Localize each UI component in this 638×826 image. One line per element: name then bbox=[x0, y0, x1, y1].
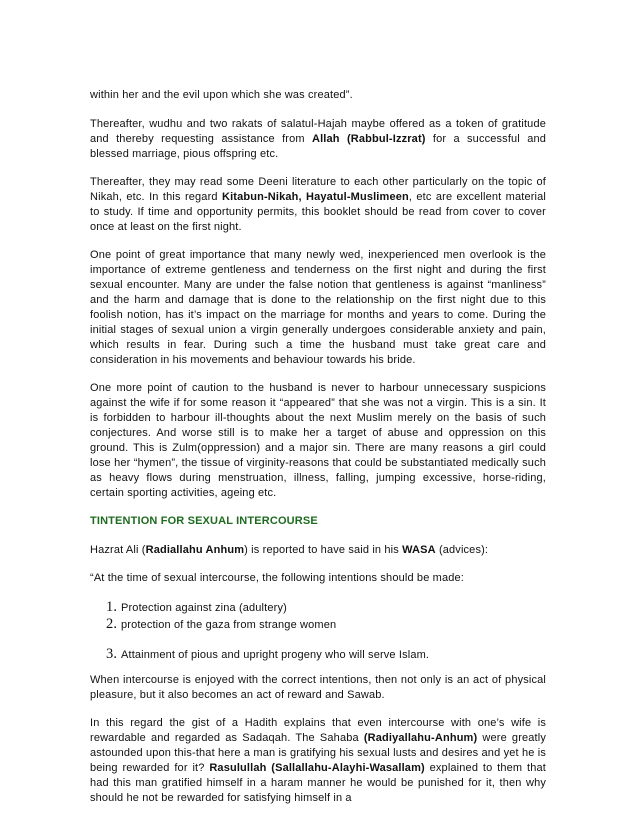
list-item-text: Attainment of pious and upright progeny who will serve Islam. bbox=[121, 649, 430, 661]
paragraph-6-bold-1: Radiallahu Anhum bbox=[145, 544, 245, 556]
paragraph-4: One point of great importance that many newly wed, inexperienced men overlook is the importance of extreme gentleness and tenderness on the first night and during the first sexual encounter. Many are under the false notion that gentleness is against “manliness” and the harm and damage that is done to the relationship on the first night due to this foolish notion, has it’s impact on the marriage for months and years to come. During the initial stages of sexual union a virgin generally undergoes considerable anxiety and pain, which results in fear. During such a time the husband must take great care and consideration in his movements and behaviour towards his bride. bbox=[90, 249, 546, 366]
paragraph-7: “At the time of sexual intercourse, the following intentions should be made: bbox=[90, 572, 464, 584]
paragraph-6-text-c: ) is reported to have said in his bbox=[244, 544, 403, 556]
paragraph-8: When intercourse is enjoyed with the correct intentions, then not only is an act of physical pleasure, but it also becomes an act of reward and Sawab. bbox=[90, 674, 546, 701]
paragraph-9-text-d: explained to them that had this man gratified himself in a haram manner he would be punished for it, then why should he not be rewarded for satisfying himself in a bbox=[90, 762, 546, 804]
list-item-text: protection of the gaza from strange women bbox=[121, 619, 337, 631]
paragraph-6-text-a: Hazrat Ali ( bbox=[90, 544, 146, 556]
paragraph-9-text-c: were greatly astounded upon this-that here a man is gratifying his sexual lusts and desires and yet he is being rewarded for it? bbox=[90, 732, 547, 774]
intentions-list bbox=[90, 599, 546, 663]
paragraph-3 bbox=[90, 175, 546, 235]
document-page bbox=[90, 88, 546, 819]
paragraph-2-text-a: Thereafter, wudhu and two rakats of salatul-Hajah maybe offered as a token of gratitude and thereby requesting assistance from bbox=[90, 118, 546, 145]
paragraph-2-text-c: for a successful and blessed marriage, pious offspring etc. bbox=[90, 133, 546, 160]
paragraph-3-bold-1: Kitabun-Nikah, Hayatul-Muslimeen bbox=[222, 191, 409, 203]
paragraph-9-bold-2: Rasulullah (Sallallahu-Alayhi-Wasallam) bbox=[209, 762, 425, 774]
list-item bbox=[106, 616, 546, 633]
paragraph-6-text-d: (advices): bbox=[435, 544, 489, 556]
paragraph-6 bbox=[90, 543, 546, 558]
list-item-number: 3. bbox=[106, 646, 118, 662]
list-item-number: 1. bbox=[106, 599, 118, 615]
section-heading: TINTENTION FOR SEXUAL INTERCOURSE bbox=[90, 515, 318, 527]
paragraph-3-text-c: , etc are excellent material to study. If time and opportunity permits, this booklet should be read from cover to cover once at least on the first night. bbox=[90, 191, 546, 233]
paragraph-9-bold-1: (Radiyallahu-Anhum) bbox=[363, 732, 478, 744]
paragraph-9-text-a: In this regard the gist of a Hadith explains that even intercourse with one’s wife is rewardable and regarded as Sadaqah. The Sahaba bbox=[90, 717, 546, 744]
paragraph-9 bbox=[90, 716, 546, 806]
paragraph-1: within her and the evil upon which she was created”. bbox=[90, 89, 353, 101]
list-item-number: 2. bbox=[106, 616, 118, 632]
paragraph-6-bold-2: WASA bbox=[402, 544, 436, 556]
paragraph-3-text-a: Thereafter, they may read some Deeni literature to each other particularly on the topic of Nikah, etc. In this regard bbox=[90, 176, 546, 203]
list-item-text: Protection against zina (adultery) bbox=[121, 602, 287, 614]
paragraph-2 bbox=[90, 117, 546, 162]
list-item bbox=[106, 599, 546, 616]
list-item bbox=[106, 646, 546, 663]
paragraph-2-bold-1: Allah (Rabbul-Izzrat) bbox=[312, 133, 426, 145]
paragraph-5: One more point of caution to the husband is never to harbour unnecessary suspicions against the wife if for some reason it “appeared” that she was not a virgin. This is a sin. It is forbidden to harbour ill-thoughts about the next Muslim merely on the basis of such conjectures. And worse still is to make her a target of abuse and oppression on this ground. This is Zulm(oppression) and a major sin. There are many reasons a girl could lose her “hymen”, the tissue of virginity-reasons that could be substantiated medically such as heavy flows during menstruation, illness, falling, jumping excessive, horse-riding, certain sporting activities, ageing etc. bbox=[90, 382, 546, 499]
